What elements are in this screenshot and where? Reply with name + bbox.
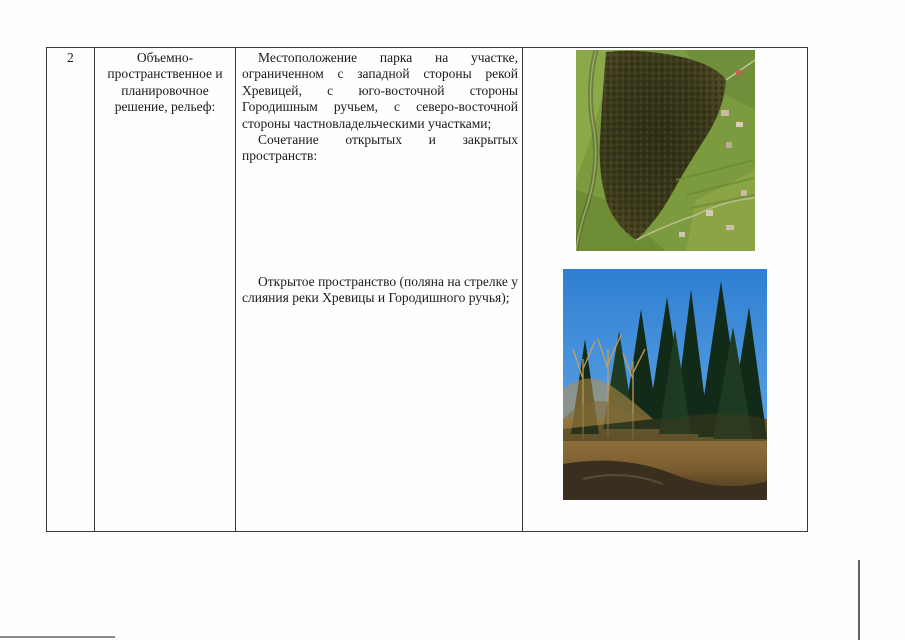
- aerial-photo-graphic: [576, 50, 755, 251]
- forest-meadow-photo: [563, 269, 767, 500]
- description-paragraph-combination: Сочетание открытых и закрытых пространств:: [242, 132, 518, 164]
- scan-edge-mark: [0, 636, 115, 638]
- row-name-cell: [95, 48, 236, 532]
- row-number-cell: [47, 48, 95, 532]
- description-paragraph-location: Местоположение парка на участке, ограниченном с западной стороны рекой Хревицей, с юго-восточной стороны Городишным ручьем, с северо-восточной стороны частновладельческими участками;: [242, 50, 518, 131]
- description-paragraph-open-space: Открытое пространство (поляна на стрелке у слияния реки Хревицы и Городишного ручья);: [242, 274, 518, 306]
- table-row: [47, 48, 808, 532]
- park-description-table: [46, 47, 808, 532]
- aerial-photo: [576, 50, 755, 251]
- row-description-cell: [236, 48, 523, 532]
- row-number: 2: [67, 50, 74, 65]
- forest-meadow-photo-graphic: [563, 269, 767, 500]
- row-images-cell: [523, 48, 808, 532]
- scan-edge-mark: [858, 560, 860, 640]
- row-name: Объемно-пространственное и планировочное решение, рельеф:: [107, 50, 223, 115]
